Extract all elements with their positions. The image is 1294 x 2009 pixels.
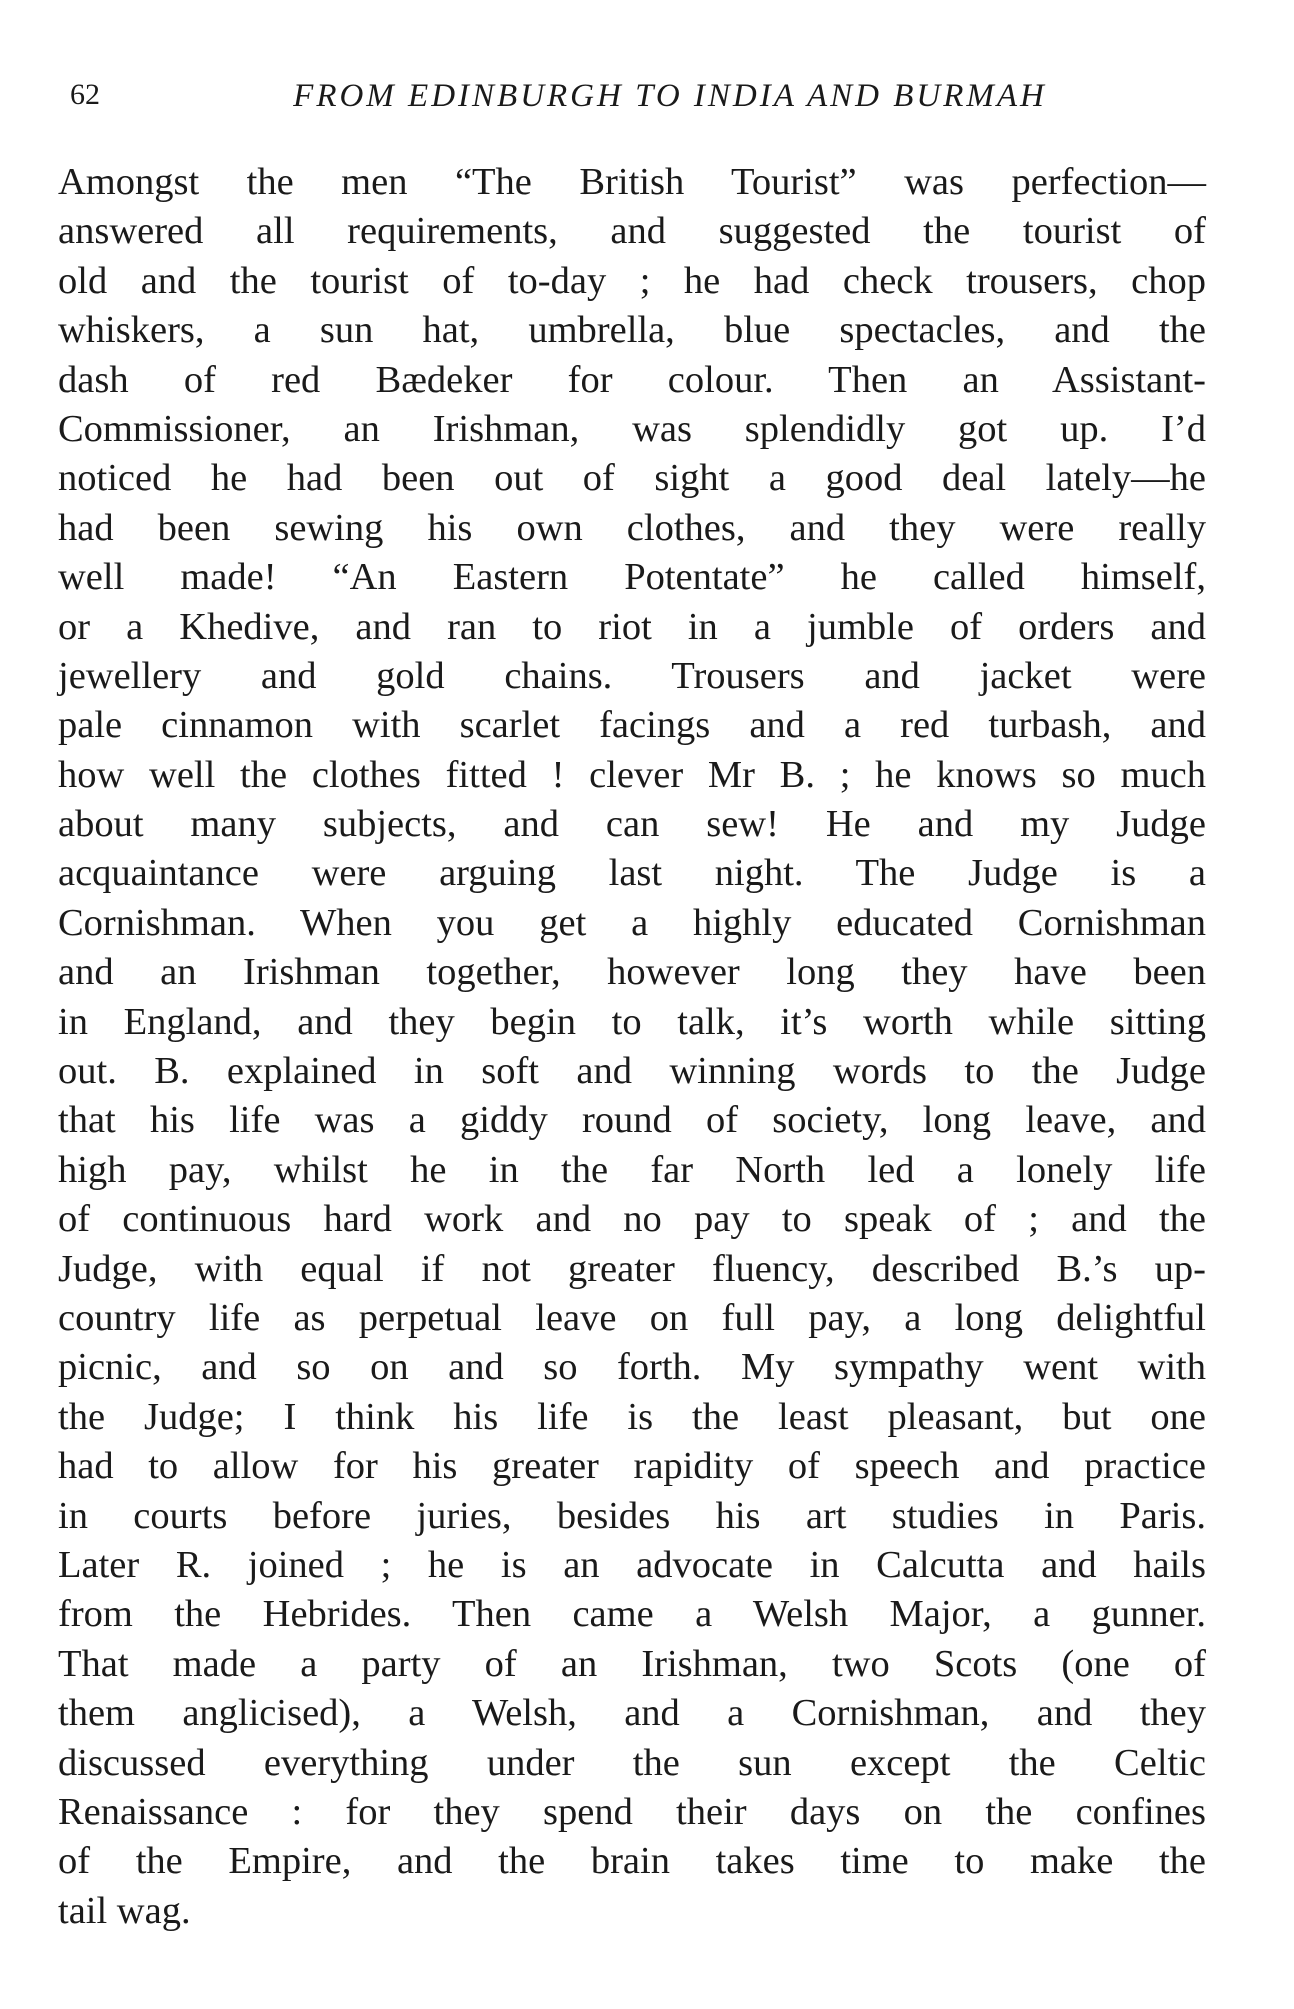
text-line: them anglicised), a Welsh, and a Cornishman, and they bbox=[58, 1692, 1206, 1735]
text-line: high pay, whilst he in the far North led a lonely life bbox=[58, 1148, 1206, 1191]
running-head bbox=[70, 78, 1210, 118]
text-line: well made! “An Eastern Potentate” he called himself, bbox=[58, 556, 1206, 599]
text-line: discussed everything under the sun except the Celtic bbox=[58, 1741, 1206, 1784]
text-line: Judge, with equal if not greater fluency, described B.’s up- bbox=[58, 1247, 1206, 1290]
text-line: had to allow for his greater rapidity of speech and practice bbox=[58, 1445, 1206, 1488]
text-line: whiskers, a sun hat, umbrella, blue spectacles, and the bbox=[58, 309, 1206, 352]
text-line: dash of red Bædeker for colour. Then an Assistant- bbox=[58, 358, 1206, 401]
text-line: answered all requirements, and suggested the tourist of bbox=[58, 210, 1206, 253]
text-line: jewellery and gold chains. Trousers and jacket were bbox=[58, 654, 1206, 697]
text-line: Commissioner, an Irishman, was splendidly got up. I’d bbox=[58, 407, 1206, 450]
text-line: Cornishman. When you get a highly educated Cornishman bbox=[58, 901, 1206, 944]
text-line: in courts before juries, besides his art studies in Paris. bbox=[58, 1494, 1206, 1537]
text-line: of continuous hard work and no pay to speak of ; and the bbox=[58, 1198, 1206, 1241]
text-line-last: tail wag. bbox=[58, 1889, 191, 1932]
text-line: of the Empire, and the brain takes time to make the bbox=[58, 1840, 1206, 1883]
text-line: country life as perpetual leave on full pay, a long delightful bbox=[58, 1296, 1206, 1339]
text-line: noticed he had been out of sight a good deal lately—he bbox=[58, 457, 1206, 500]
text-line: out. B. explained in soft and winning words to the Judge bbox=[58, 1050, 1206, 1093]
text-line: and an Irishman together, however long they have been bbox=[58, 951, 1206, 994]
text-line: about many subjects, and can sew! He and my Judge bbox=[58, 803, 1206, 846]
text-line: or a Khedive, and ran to riot in a jumble of orders and bbox=[58, 605, 1206, 648]
running-title: FROM EDINBURGH TO INDIA AND BURMAH bbox=[293, 78, 1047, 114]
text-line: old and the tourist of to-day ; he had check trousers, chop bbox=[58, 259, 1206, 302]
text-line: how well the clothes fitted ! clever Mr B. ; he knows so much bbox=[58, 753, 1206, 796]
text-line: from the Hebrides. Then came a Welsh Major, a gunner. bbox=[58, 1593, 1206, 1636]
text-line: pale cinnamon with scarlet facings and a red turbash, and bbox=[58, 704, 1206, 747]
text-line: Amongst the men “The British Tourist” was perfection— bbox=[58, 161, 1206, 203]
text-line: Renaissance : for they spend their days on the confines bbox=[58, 1790, 1206, 1833]
body-paragraph bbox=[58, 158, 1206, 1936]
text-line: in England, and they begin to talk, it’s worth while sitting bbox=[58, 1000, 1206, 1043]
text-line: had been sewing his own clothes, and they were really bbox=[58, 506, 1206, 549]
text-line: picnic, and so on and so forth. My sympathy went with bbox=[58, 1346, 1206, 1389]
text-line: the Judge; I think his life is the least pleasant, but one bbox=[58, 1395, 1206, 1438]
page-number: 62 bbox=[70, 78, 100, 111]
text-line: Later R. joined ; he is an advocate in Calcutta and hails bbox=[58, 1543, 1206, 1586]
text-line: That made a party of an Irishman, two Scots (one of bbox=[58, 1642, 1206, 1685]
text-line: that his life was a giddy round of society, long leave, and bbox=[58, 1099, 1206, 1142]
text-line: acquaintance were arguing last night. The Judge is a bbox=[58, 852, 1206, 895]
